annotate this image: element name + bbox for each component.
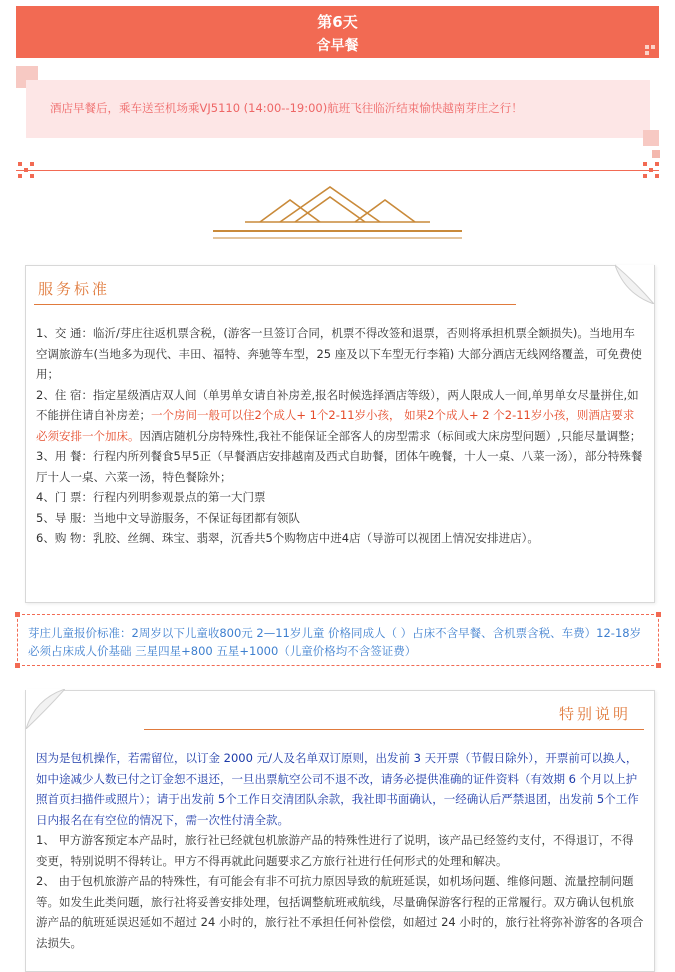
special-note-paragraph: 因为是包机操作，若需留位，以订金 2000 元/人及名单双订原则，出发前 3 天开票（节假日除外），开票前可以换人，如中途减少人数已付之订金恕不退还，一旦出票航空公司不退不改，请务必提供准确的证件资料（有效期 6 个月以上护照首页扫描件或照片）；请于出发前 5个工作日交清团队余款，我社即书面确认，一经确认后严禁退团，出发前 5个工作日内报名在有空位的情况下，需一次性付清全款。: [36, 751, 639, 827]
service-item: [36, 508, 644, 529]
divider-dot: [18, 162, 22, 166]
day-number: 第6天: [317, 13, 358, 31]
divider-dot: [649, 168, 653, 172]
service-item-text: 3、用 餐：行程内所列餐食5早5正（早餐酒店安排越南及西式自助餐，团体午晚餐，十人一桌、八菜一汤），部分特殊餐厅十人一桌、六菜一汤，特色餐除外；: [36, 449, 643, 484]
service-item: [36, 487, 644, 508]
divider-dot: [30, 174, 34, 178]
itinerary-text: 酒店早餐后，乘车送至机场乘VJ5110 (14:00--19:00)航班飞往临沂结束愉快越南芽庄之行！: [50, 101, 523, 115]
child-price-text: 芽庄儿童报价标准：2周岁以下儿童收800元 2—11岁儿童 价格同成人（ ）占床不含早餐、含机票含税、车费）12-18岁必须占床成人价基础 三星四星+800 五星+1000（儿童价格均不含签证费）: [28, 626, 642, 658]
page-curl-icon: [615, 264, 655, 304]
service-item-text: 一个房间一般可以住2个成人+ 1个2-11岁小孩， 如果2个成人+ 2 个2-11岁小孩，则酒店要求必须安排一个加床。: [36, 408, 635, 443]
service-item-text: 5、导 服：当地中文导游服务，不保证每团都有领队: [36, 510, 300, 525]
divider-dot: [655, 162, 659, 166]
service-item: [36, 323, 644, 385]
service-item: [36, 446, 644, 487]
page-curl-icon: [25, 689, 65, 729]
service-item: [36, 528, 644, 549]
service-standard-title: 服务标准: [38, 280, 111, 298]
divider-dot: [655, 174, 659, 178]
decor-square: [652, 150, 660, 158]
service-item-text: 1、交 通：临沂/芽庄往返机票含税，(游客一旦签订合同，机票不得改签和退票，否则将承担机票全额损失)。当地用车空调旅游车(当地多为现代、丰田、福特、奔驰等车型，25 座及以下车型无行李箱) 大部分酒店无线网络覆盖，可免费使用；: [36, 326, 642, 381]
divider-dot: [24, 168, 28, 172]
special-note-paragraph: 1、 甲方游客预定本产品时，旅行社已经就包机旅游产品的特殊性进行了说明，该产品已经签约支付，不得退订，不得变更，特别说明不得转让。甲方不得再就此问题要求乙方旅行社进行任何形式的处理和解决。: [36, 833, 634, 868]
divider-dot: [643, 162, 647, 166]
service-standard-list: [36, 323, 644, 549]
child-price-box: [17, 614, 659, 666]
corner-dot: [15, 663, 20, 668]
service-item-text: 因酒店随机分房特殊性,我社不能保证全部客人的房型需求（标间或大床房型问题）,只能尽量调整；: [139, 428, 642, 443]
divider-dot: [18, 174, 22, 178]
corner-dot: [656, 612, 661, 617]
day-meal: 含早餐: [316, 38, 359, 54]
corner-dot: [15, 612, 20, 617]
mountain-ornament-icon: [205, 185, 470, 245]
section-divider: [16, 170, 659, 171]
service-item-text: 2、住 宿：指定星级酒店双人间（单男单女请自补房差,报名时候选择酒店等级），两人限成人一间,单男单女尽量拼住,如不能拼住请自补房差；: [36, 387, 639, 422]
decor-square: [643, 130, 659, 146]
special-note-paragraph: 2、 由于包机旅游产品的特殊性，有可能会有非不可抗力原因导致的航班延误，如机场问题、维修问题、流量控制问题等。如发生此类问题，旅行社将妥善安排处理，包括调整航班戒航线，尽量确保游客行程的正常履行。双方确认包机旅游产品的航班延误迟延如不超过 24 小时的，旅行社不承担任何补偿偿，如超过 24 小时的，旅行社将弥补游客的各项合法损失。: [36, 874, 644, 950]
divider-dot: [643, 174, 647, 178]
corner-pattern-icon: [645, 45, 655, 55]
divider-dot: [30, 162, 34, 166]
title-underline: [34, 304, 516, 305]
special-notes-title: 特别说明: [559, 705, 632, 723]
special-notes-list: [36, 748, 644, 953]
service-item: [36, 385, 644, 447]
service-item-text: 6、购 物：乳胶、丝绸、珠宝、翡翠，沉香共5个购物店中进4店（导游可以视团上情况安排进店）。: [36, 531, 539, 545]
itinerary-box: [26, 80, 650, 138]
service-item-text: 4、门 票：行程内列明参观景点的第一大门票: [36, 490, 266, 504]
corner-dot: [656, 663, 661, 668]
day-header: [16, 6, 659, 58]
title-underline: [144, 729, 644, 730]
special-notes-card: [25, 690, 655, 972]
service-standard-card: [25, 265, 655, 603]
